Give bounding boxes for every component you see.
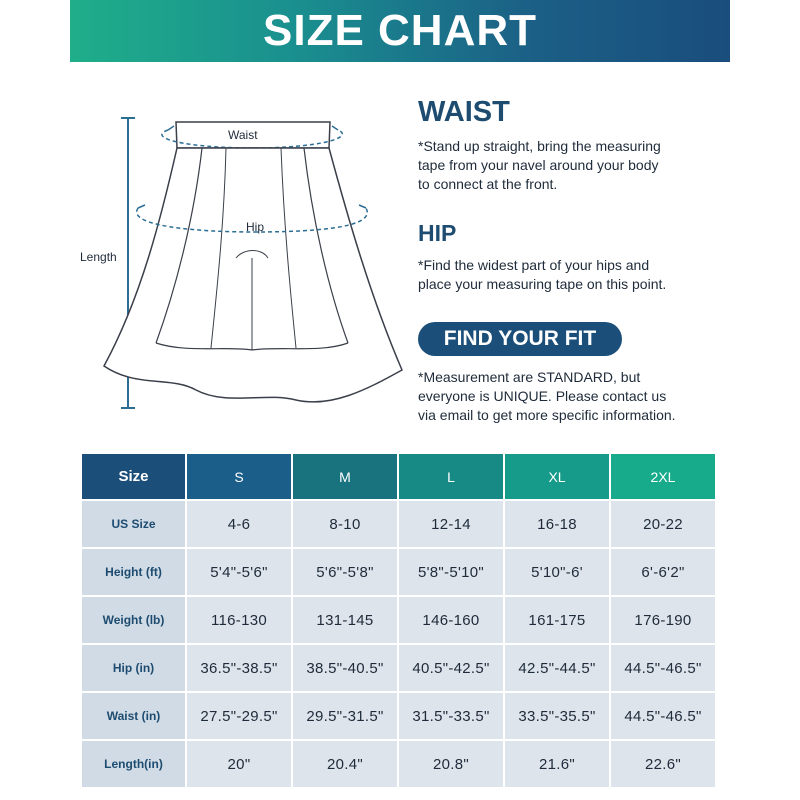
table-row (82, 597, 715, 643)
waist-label: Waist (228, 128, 258, 142)
table-cell: 20-22 (611, 501, 715, 547)
page-title: SIZE CHART (263, 6, 537, 55)
hip-line: *Find the widest part of your hips and (418, 257, 650, 273)
table-cell: 42.5"-44.5" (505, 645, 609, 691)
table-cell: 131-145 (293, 597, 397, 643)
skirt-illustration (76, 108, 416, 430)
table-cell: 4-6 (187, 501, 291, 547)
size-header-m: M (293, 454, 397, 499)
waist-heading: WAIST (418, 96, 510, 128)
table-cell: 27.5"-29.5" (187, 693, 291, 739)
table-cell: 29.5"-31.5" (293, 693, 397, 739)
table-cell: 36.5"-38.5" (187, 645, 291, 691)
table-cell: 40.5"-42.5" (399, 645, 503, 691)
table-cell: 38.5"-40.5" (293, 645, 397, 691)
row-label: Weight (lb) (82, 597, 185, 643)
table-header-row (82, 454, 715, 499)
hip-label: Hip (246, 220, 265, 234)
table-cell: 146-160 (399, 597, 503, 643)
note-line: everyone is UNIQUE. Please contact us (418, 388, 667, 404)
table-cell: 21.6" (505, 741, 609, 787)
table-cell: 20" (187, 741, 291, 787)
size-header-xl: XL (505, 454, 609, 499)
table-cell: 31.5"-33.5" (399, 693, 503, 739)
table-cell: 33.5"-35.5" (505, 693, 609, 739)
table-cell: 5'8"-5'10" (399, 549, 503, 595)
size-header-s: S (187, 454, 291, 499)
table-row (82, 549, 715, 595)
table-cell: 44.5"-46.5" (611, 645, 715, 691)
table-corner-cell: Size (82, 454, 185, 499)
table-cell: 6'-6'2" (611, 549, 715, 595)
table-cell: 22.6" (611, 741, 715, 787)
note-line: via email to get more specific information. (418, 407, 676, 423)
waist-section (418, 96, 661, 194)
table-cell: 116-130 (187, 597, 291, 643)
hip-heading: HIP (418, 220, 457, 246)
skirt-diagram (76, 108, 416, 430)
table-cell: 16-18 (505, 501, 609, 547)
table-cell: 5'6"-5'8" (293, 549, 397, 595)
waist-line: tape from your navel around your body (418, 157, 659, 173)
waist-instructions (418, 137, 661, 194)
table-cell: 8-10 (293, 501, 397, 547)
row-label: US Size (82, 501, 185, 547)
measurement-note (418, 368, 738, 425)
row-label: Hip (in) (82, 645, 185, 691)
table-row (82, 501, 715, 547)
hip-section (418, 220, 666, 294)
table-cell: 5'4"-5'6" (187, 549, 291, 595)
waist-line: to connect at the front. (418, 176, 558, 192)
size-header-l: L (399, 454, 503, 499)
table-cell: 161-175 (505, 597, 609, 643)
find-your-fit-badge: FIND YOUR FIT (418, 322, 622, 356)
row-label: Height (ft) (82, 549, 185, 595)
table-cell: 176-190 (611, 597, 715, 643)
table-cell: 44.5"-46.5" (611, 693, 715, 739)
table-cell: 20.8" (399, 741, 503, 787)
header-banner (70, 0, 730, 62)
table-cell: 20.4" (293, 741, 397, 787)
table-cell: 12-14 (399, 501, 503, 547)
table-row (82, 693, 715, 739)
waist-line: *Stand up straight, bring the measuring (418, 138, 661, 154)
note-line: *Measurement are STANDARD, but (418, 369, 641, 385)
row-label: Waist (in) (82, 693, 185, 739)
row-label: Length(in) (82, 741, 185, 787)
table-cell: 5'10"-6' (505, 549, 609, 595)
hip-instructions (418, 256, 666, 294)
table-row (82, 741, 715, 787)
table-row (82, 645, 715, 691)
length-label: Length (80, 250, 117, 264)
size-header-2xl: 2XL (611, 454, 715, 499)
hip-line: place your measuring tape on this point. (418, 276, 667, 292)
size-table (80, 452, 717, 789)
